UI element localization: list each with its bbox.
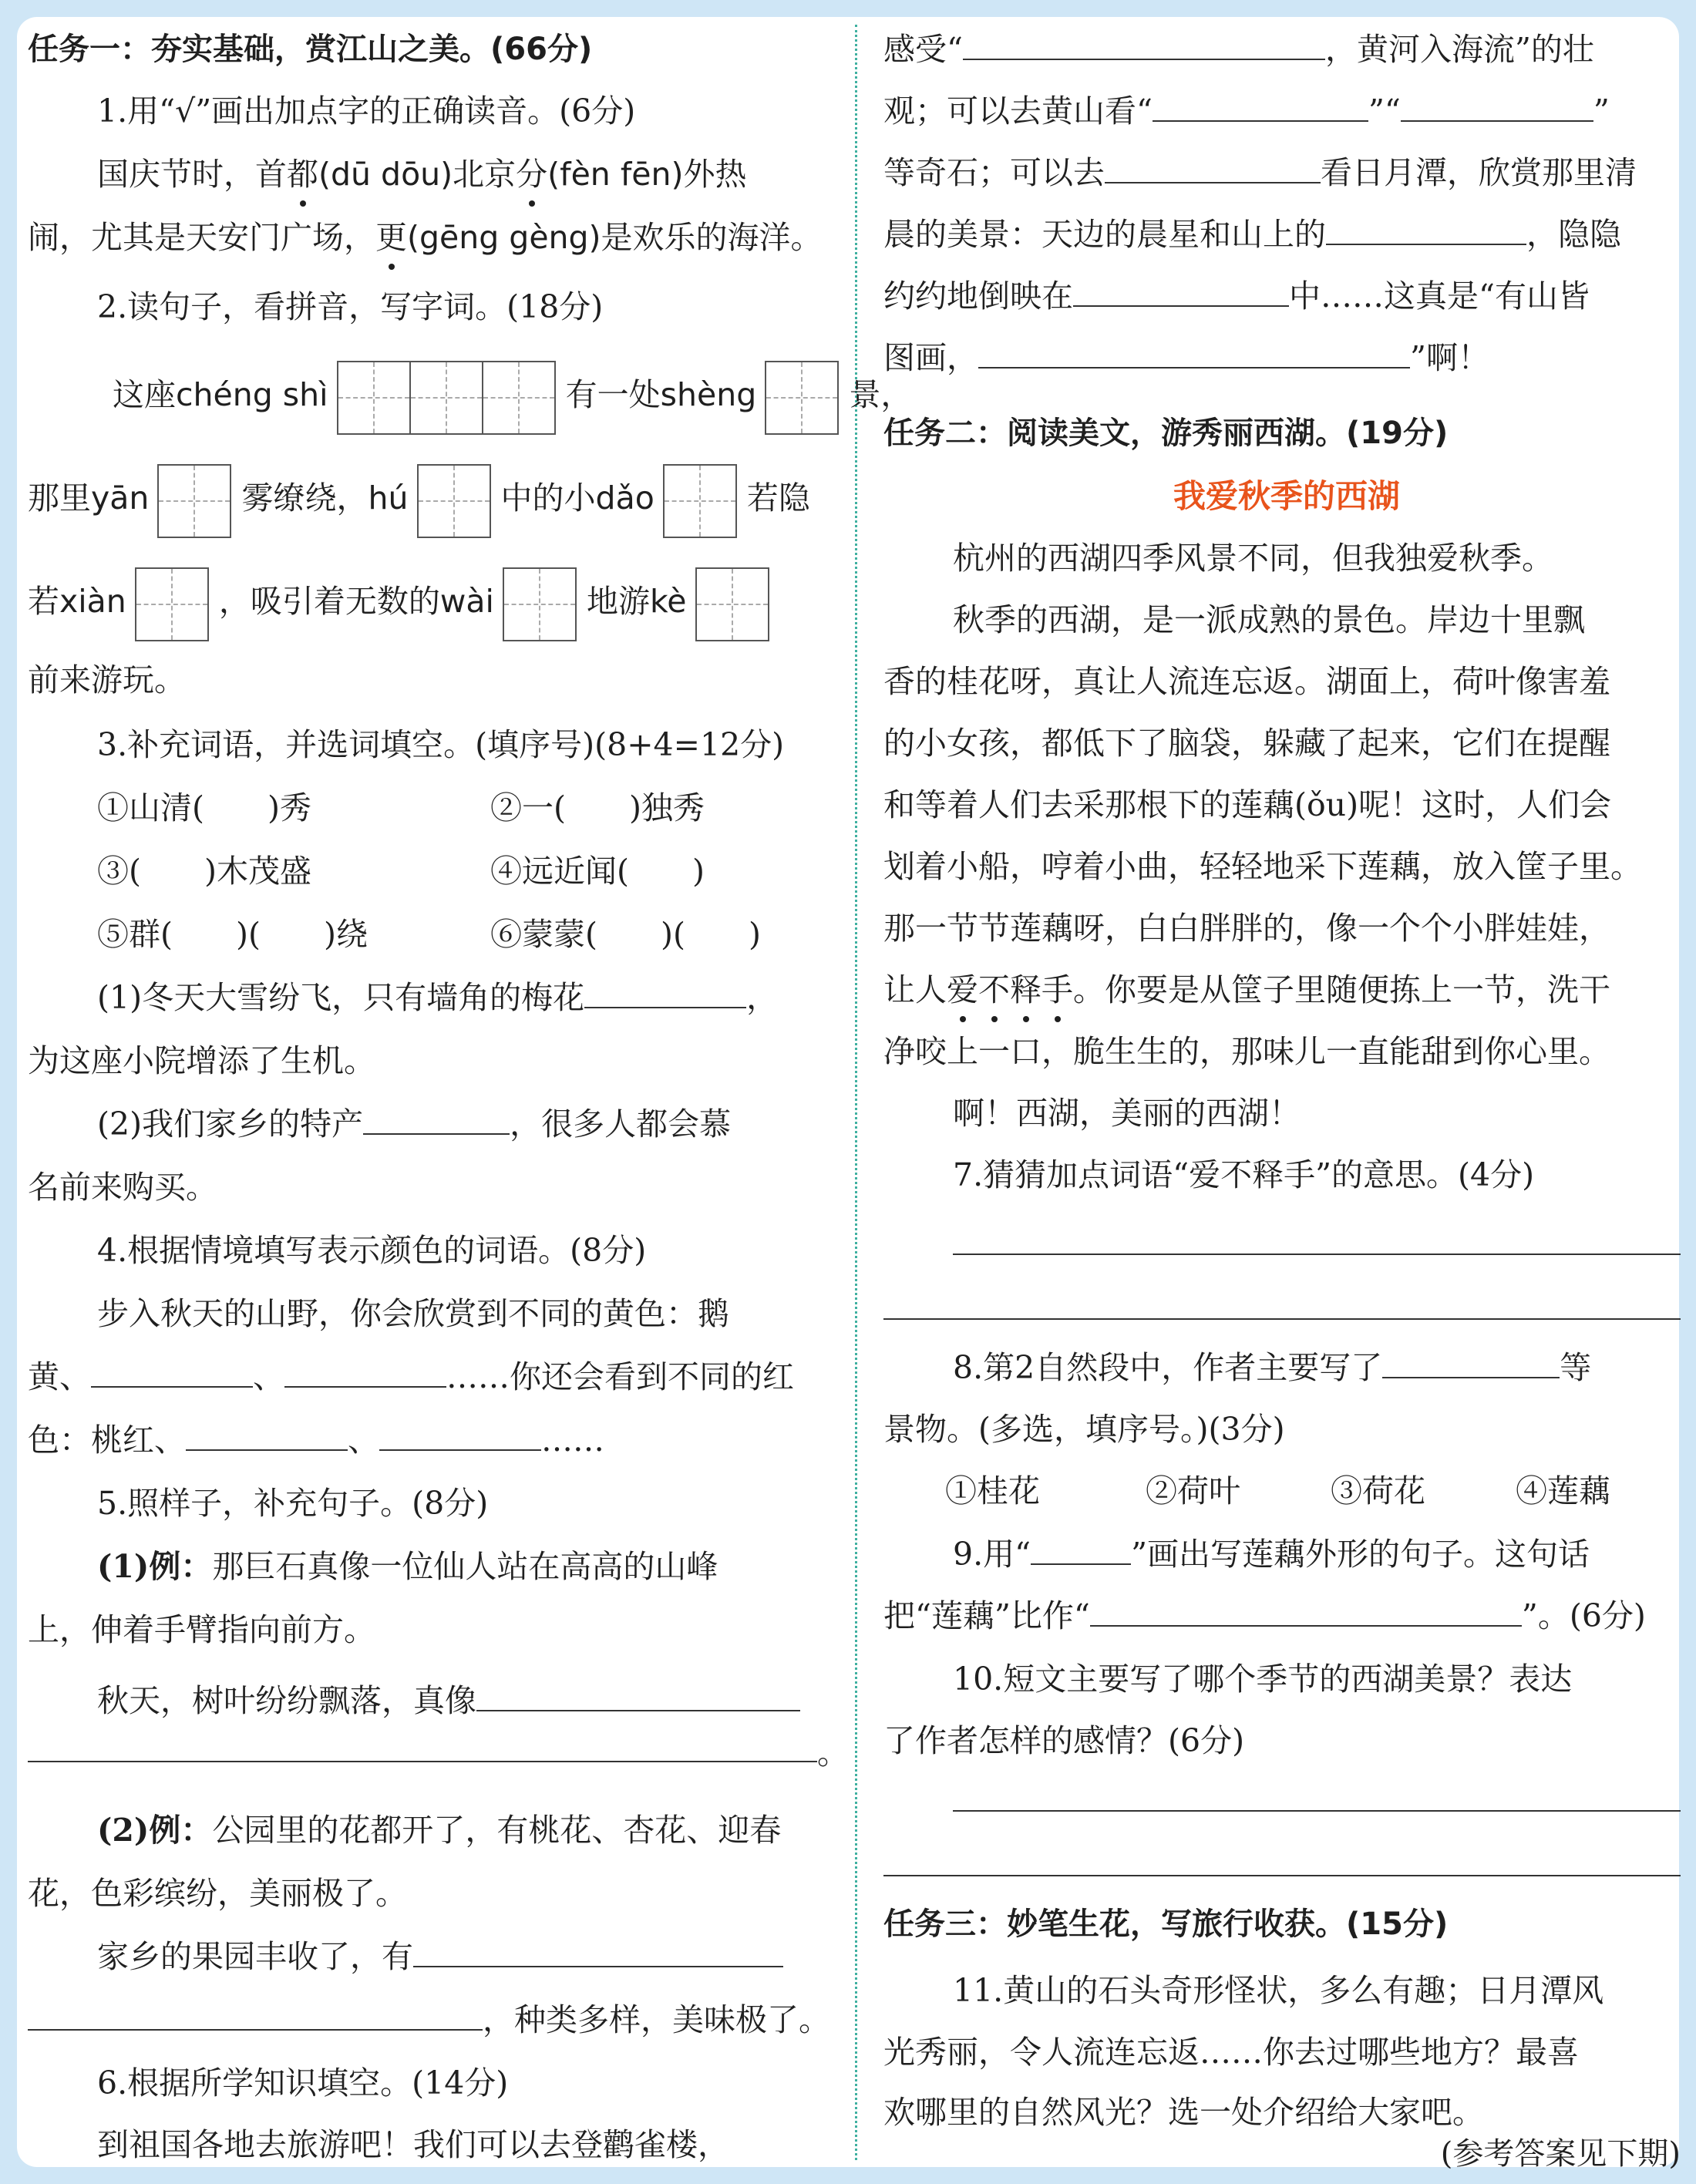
q7-stem: 7.猜猜加点词语“爱不释手”的意思。(4分) <box>953 1156 1535 1193</box>
q3-option-6: ⑥蒙蒙( )( ) <box>490 916 761 953</box>
q6-line3: 观；可以去黄山看“ ”“ ” <box>883 88 1610 134</box>
article-title: 我爱秋季的西湖 <box>1173 477 1400 515</box>
q3-option-2: ②一( )独秀 <box>490 789 705 826</box>
q5-task-2-cont: ，种类多样，美味极了。 <box>28 1997 830 2043</box>
writing-box[interactable] <box>695 567 769 641</box>
writing-box[interactable] <box>135 567 209 641</box>
task2-heading: 任务二：阅读美文，游秀丽西湖。(19分) <box>883 416 1449 451</box>
q4-line3: 色：桃红、 、 …… <box>28 1417 604 1463</box>
fill-blank[interactable] <box>413 1935 783 1967</box>
article-p2-line4: 和等着人们去采那根下的莲藕(ǒu)呢！这时，人们会 <box>883 786 1612 823</box>
q3-sentence-1: (1)冬天大雪纷飞，只有墙角的梅花 ， <box>97 974 778 1021</box>
q6-line7: 图画， ”啊！ <box>883 335 1489 381</box>
dotted-char: 分 <box>516 151 547 197</box>
q4-line2: 黄、 、 ……你还会看到不同的红 <box>28 1354 794 1400</box>
dotted-char: 更 <box>375 214 407 261</box>
article-paragraph-3: 啊！西湖，美丽的西湖！ <box>953 1095 1301 1132</box>
writing-box[interactable] <box>337 361 411 435</box>
q5-task-2: 家乡的果园丰收了，有 <box>97 1933 783 1980</box>
writing-box[interactable] <box>765 361 839 435</box>
q2-row1: 这座chéng shì 有一处shèng 景， <box>113 356 912 433</box>
fill-blank[interactable] <box>379 1418 541 1451</box>
task1-heading: 任务一：夯实基础，赏江山之美。(66分) <box>28 32 593 67</box>
q5-example-2-cont: 花，色彩缤纷，美丽极了。 <box>28 1875 407 1912</box>
q9-stem: 9.用“ ”画出写莲藕外形的句子。这句话 <box>953 1531 1590 1577</box>
fill-blank[interactable] <box>1382 1346 1560 1378</box>
answer-line[interactable] <box>28 1761 817 1762</box>
q5-example-1: (1)例：那巨石真像一位仙人站在高高的山峰 <box>97 1548 718 1585</box>
q5-example-1-cont: 上，伸着手臂指向前方。 <box>28 1611 375 1648</box>
q1-line2: 闹，尤其是天安门广场，更(gēng gèng)是欢乐的海洋。 <box>28 214 823 261</box>
q10-stem-cont: 了作者怎样的感情？(6分) <box>883 1722 1245 1759</box>
column-divider <box>855 25 857 2160</box>
q9-stem-cont: 把“莲藕”比作“ ”。(6分) <box>883 1593 1646 1639</box>
q8-stem-cont: 景物。(多选，填序号。)(3分) <box>883 1411 1285 1448</box>
fill-blank[interactable] <box>963 28 1325 60</box>
answer-line[interactable] <box>953 1810 1681 1812</box>
writing-box[interactable] <box>417 464 491 538</box>
dotted-char: 手 <box>1041 967 1073 1013</box>
article-paragraph-1: 杭州的西湖四季风景不同，但我独爱秋季。 <box>953 540 1553 577</box>
q6-line5: 晨的美景：天边的晨星和山上的 ，隐隐 <box>883 211 1621 257</box>
fill-blank[interactable] <box>1105 151 1321 183</box>
q5-task-1-period: 。 <box>817 1735 849 1772</box>
q3-stem: 3.补充词语，并选词填空。(填序号)(8+4=12分) <box>97 726 785 763</box>
q3-sentence-1-cont: 为这座小院增添了生机。 <box>28 1042 375 1079</box>
task3-heading: 任务三：妙笔生花，写旅行收获。(15分) <box>883 1906 1449 1942</box>
fill-blank[interactable] <box>978 336 1410 368</box>
q11-line1: 11.黄山的石头奇形怪状，多么有趣；日月潭风 <box>953 1972 1604 2009</box>
writing-box[interactable] <box>409 361 483 435</box>
q5-example-2: (2)例：公园里的花都开了，有桃花、杏花、迎春 <box>97 1812 782 1849</box>
answer-line[interactable] <box>883 1875 1681 1876</box>
q2-row3: 若xiàn ，吸引着无数的wài 地游kè <box>28 563 769 640</box>
q2-row2: 那里yān 雾缭绕，hú 中的小dǎo 若隐 <box>28 459 810 537</box>
footer-note: (参考答案见下期) <box>1440 2136 1681 2172</box>
dotted-char: 爱 <box>947 967 978 1013</box>
article-p2-line8: 净咬上一口，脆生生的，那味儿一直能甜到你心里。 <box>883 1033 1610 1070</box>
answer-line[interactable] <box>953 1254 1681 1255</box>
q3-sentence-2-cont: 名前来购买。 <box>28 1169 217 1206</box>
q6-line1: 到祖国各地去旅游吧！我们可以去登鹳雀楼， <box>97 2126 729 2163</box>
fill-blank[interactable] <box>1090 1594 1522 1627</box>
writing-box[interactable] <box>503 567 577 641</box>
fill-blank[interactable] <box>1326 213 1526 245</box>
fill-blank[interactable] <box>284 1355 446 1388</box>
writing-box[interactable] <box>157 464 231 538</box>
fill-blank[interactable] <box>1073 274 1289 307</box>
writing-box[interactable] <box>482 361 556 435</box>
fill-blank[interactable] <box>91 1355 253 1388</box>
q10-stem: 10.短文主要写了哪个季节的西湖美景？表达 <box>953 1661 1573 1698</box>
article-p2-line2: 香的桂花呀，真让人流连忘返。湖面上，荷叶像害羞 <box>883 663 1610 700</box>
fill-blank[interactable] <box>584 976 746 1008</box>
q6-stem: 6.根据所学知识填空。(14分) <box>97 2065 509 2102</box>
q3-option-1: ①山清( )秀 <box>97 789 311 826</box>
q11-line2: 光秀丽，令人流连忘返……你去过哪些地方？最喜 <box>883 2034 1579 2071</box>
q4-stem: 4.根据情境填写表示颜色的词语。(8分) <box>97 1232 647 1269</box>
q3-option-3: ③( )木茂盛 <box>97 853 311 890</box>
q4-line1: 步入秋天的山野，你会欣赏到不同的黄色：鹅 <box>97 1295 729 1332</box>
q6-line2: 感受“ ，黄河入海流”的壮 <box>883 26 1594 72</box>
q2-line4: 前来游玩。 <box>28 661 186 698</box>
q3-option-4: ④远近闻( ) <box>490 853 705 890</box>
fill-blank[interactable] <box>363 1102 510 1135</box>
fill-blank[interactable] <box>28 1998 483 2031</box>
q8-option-4: ④莲藕 <box>1516 1472 1610 1509</box>
dotted-char: 都 <box>287 151 318 197</box>
article-p2-line6: 那一节节莲藕呀，白白胖胖的，像一个个小胖娃娃， <box>883 910 1610 947</box>
underline-sample <box>1031 1533 1131 1565</box>
fill-blank[interactable] <box>1153 89 1368 122</box>
q8-option-2: ②荷叶 <box>1146 1472 1240 1509</box>
answer-line[interactable] <box>883 1318 1681 1320</box>
q8-option-3: ③荷花 <box>1331 1472 1425 1509</box>
q6-line6: 约约地倒映在 中……这真是“有山皆 <box>883 273 1590 319</box>
q3-sentence-2: (2)我们家乡的特产 ，很多人都会慕 <box>97 1101 731 1147</box>
writing-box[interactable] <box>663 464 737 538</box>
article-p2-line7: 让人爱不释手。你要是从筐子里随便拣上一节，洗干 <box>883 967 1610 1013</box>
article-p2-line1: 秋季的西湖，是一派成熟的景色。岸边十里飘 <box>953 601 1585 638</box>
q1-stem: 1.用“√”画出加点字的正确读音。(6分) <box>97 93 636 130</box>
q5-stem: 5.照样子，补充句子。(8分) <box>97 1485 489 1522</box>
article-p2-line5: 划着小船，哼着小曲，轻轻地采下莲藕，放入筐子里。 <box>883 848 1642 885</box>
q2-stem: 2.读句子，看拼音，写字词。(18分) <box>97 288 604 325</box>
q8-option-1: ①桂花 <box>945 1472 1040 1509</box>
dotted-char: 释 <box>1010 967 1041 1013</box>
fill-blank[interactable] <box>186 1418 348 1451</box>
q3-option-5: ⑤群( )( )绕 <box>97 916 368 953</box>
fill-blank[interactable] <box>1401 89 1593 122</box>
article-p2-line3: 的小女孩，都低下了脑袋，躲藏了起来，它们在提醒 <box>883 725 1610 762</box>
q11-line3: 欢哪里的自然风光？选一处介绍给大家吧。 <box>883 2094 1484 2131</box>
worksheet-page <box>17 17 1681 2172</box>
q6-line4: 等奇石；可以去 看日月潭，欣赏那里清 <box>883 150 1637 196</box>
dotted-char: 不 <box>978 967 1010 1013</box>
q5-task-1: 秋天，树叶纷纷飘落，真像 <box>97 1678 800 1724</box>
fill-blank[interactable] <box>476 1679 800 1711</box>
q8-stem: 8.第2自然段中，作者主要写了 等 <box>953 1344 1591 1391</box>
q1-line1: 国庆节时，首都(dū dōu)北京分(fèn fēn)外热 <box>97 151 746 197</box>
